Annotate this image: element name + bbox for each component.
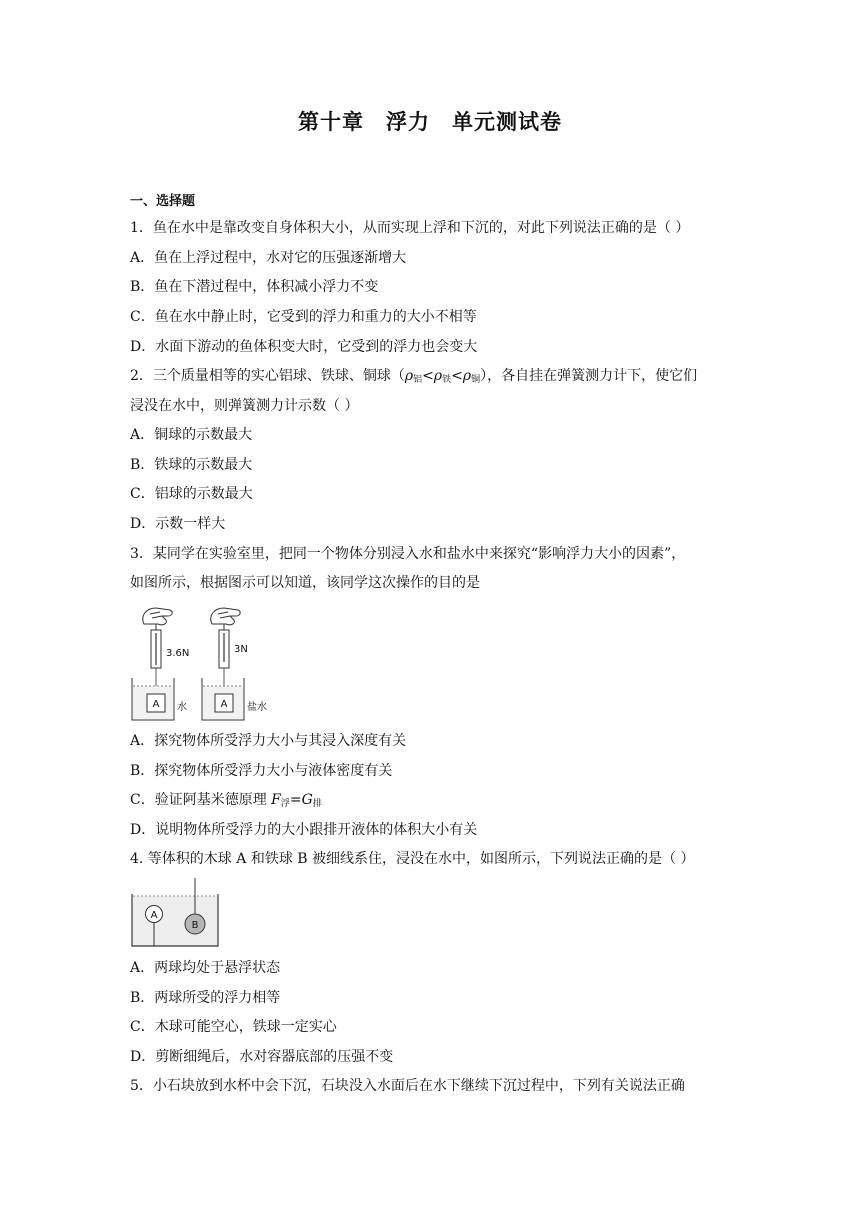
block-label: A: [152, 699, 160, 710]
subscript-cu: 铜: [471, 375, 481, 385]
ball-a-label: A: [150, 910, 158, 921]
q1-option-a: A．鱼在上浮过程中，水对它的压强逐渐增大: [130, 250, 407, 266]
subscript-al: 铝: [413, 375, 423, 385]
q1-stem: 1．鱼在水中是靠改变自身体积大小，从而实现上浮和下沉的，对此下列说法正确的是（ ）: [130, 220, 690, 236]
q3-option-a: A．探究物体所受浮力大小与其浸入深度有关: [130, 733, 407, 749]
rho-symbol: ρ: [462, 368, 472, 384]
subscript-buoyancy: 浮: [280, 799, 290, 809]
q4-stem: 4. 等体积的木球 A 和铁球 B 被细线系住，浸没在水中，如图所示，下列说法正确的是（ ）: [130, 851, 695, 867]
hand-right: [211, 608, 240, 625]
q3-stem: 3．某同学在实验室里，把同一个物体分别浸入水和盐水中来探究“影响浮力大小的因素”，: [130, 546, 686, 562]
block-label: A: [220, 699, 228, 710]
rho-symbol: ρ: [404, 368, 414, 384]
subscript-fe: 铁: [442, 375, 452, 385]
section-heading: 一、选择题: [130, 194, 196, 209]
q2-option-b: B．铁球的示数最大: [130, 457, 253, 473]
hand-left: [143, 608, 172, 625]
q1-option-d: D．水面下游动的鱼体积变大时，它受到的浮力也会变大: [130, 339, 478, 355]
page-title: 第十章 浮力 单元测试卷: [298, 109, 562, 134]
q2-option-c: C．铝球的示数最大: [130, 486, 253, 502]
q2-stem-post: ），各自挂在弹簧测力计下，使它们: [480, 368, 698, 384]
q3-option-c-text: C．验证阿基米德原理: [130, 792, 272, 808]
equals-sign: =: [289, 792, 302, 808]
liquid-label-saltwater: 盐水: [247, 702, 267, 713]
q3-option-c: [130, 790, 322, 814]
q4-option-c: C．木球可能空心，铁球一定实心: [130, 1019, 337, 1035]
q5-stem: 5．小石块放到水杯中会下沉，石块没入水面后在水下继续下沉过程中，下列有关说法正确: [130, 1078, 685, 1094]
reading-right: 3N: [234, 644, 248, 655]
q4-option-d: D．剪断细绳后，水对容器底部的压强不变: [130, 1049, 394, 1065]
q1-option-b: B．鱼在下潜过程中，体积减小浮力不变: [130, 279, 379, 295]
q2-option-d: D．示数一样大: [130, 516, 226, 532]
q2-option-a: A．铜球的示数最大: [130, 427, 253, 443]
reading-left: 3.6N: [166, 648, 190, 659]
symbol-g: G: [301, 792, 313, 808]
q3-option-b: B．探究物体所受浮力大小与液体密度有关: [130, 763, 393, 779]
q4-option-b: B．两球所受的浮力相等: [130, 990, 281, 1006]
liquid-label-water: 水: [177, 702, 187, 713]
q2-stem-line2: 浸没在水中，则弹簧测力计示数（ ）: [130, 398, 359, 414]
ball-b-label: B: [191, 920, 199, 931]
symbol-f: F: [271, 792, 281, 808]
rho-symbol: ρ: [433, 368, 443, 384]
q3-stem-line2: 如图所示，根据图示可以知道，该同学这次操作的目的是: [130, 575, 480, 591]
less-than: <: [422, 368, 434, 384]
spring-scale-figure: [126, 600, 276, 728]
two-balls-figure: [128, 876, 224, 950]
q2-stem-pre: 2．三个质量相等的实心铝球、铁球、铜球（: [130, 368, 405, 384]
q1-option-c: C．鱼在水中静止时，它受到的浮力和重力的大小不相等: [130, 309, 477, 325]
subscript-displaced: 排: [312, 799, 322, 809]
less-than: <: [451, 368, 463, 384]
q4-option-a: A．两球均处于悬浮状态: [130, 960, 281, 976]
q3-option-d: D．说明物体所受浮力的大小跟排开液体的体积大小有关: [130, 822, 478, 838]
q2-stem: [130, 366, 697, 390]
